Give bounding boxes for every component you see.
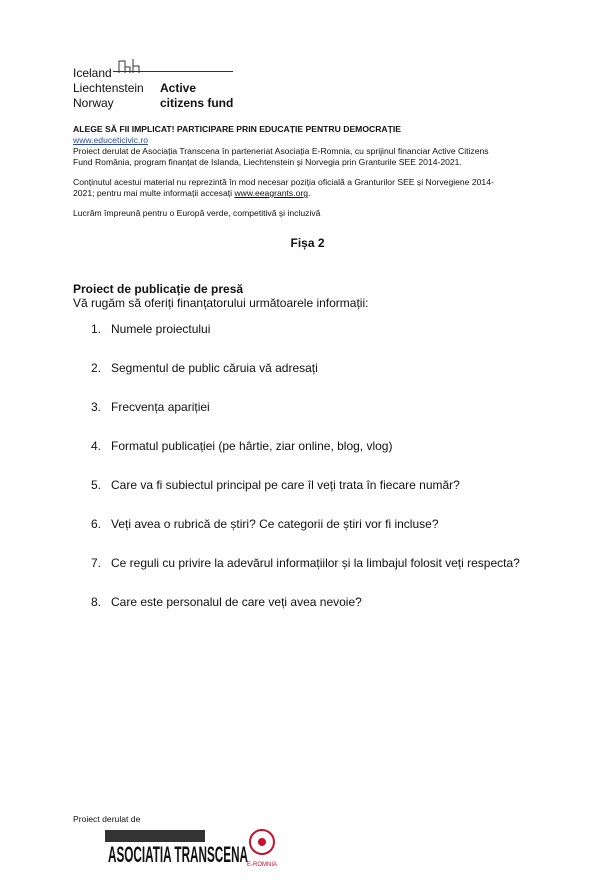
website-link[interactable]: www.educeticivic.ro <box>73 135 148 145</box>
disclaimer-line: Conținutul acestui material nu reprezintă în mod necesar poziția oficială a Granturilor SEE și Norvegiene 2014- <box>73 177 494 187</box>
question-number: 5. <box>91 478 102 492</box>
question-number: 7. <box>91 556 102 570</box>
eeagrants-link[interactable]: www.eeagrants.org <box>234 188 309 198</box>
header-block <box>73 124 543 219</box>
motto: Lucrăm împreună pentru o Europă verde, competitivă și incluzivă <box>73 208 321 218</box>
question-number: 8. <box>91 595 102 609</box>
logo-country: Iceland <box>73 66 112 80</box>
logo-country: Liechtenstein <box>73 81 144 95</box>
disclaimer-prefix: 2021; pentru mai multe informații accesați <box>73 188 235 198</box>
footer-label: Proiect derulat de <box>73 814 141 824</box>
question-list <box>91 322 591 634</box>
question-number: 4. <box>91 439 102 453</box>
logo-fund-line: Active <box>160 81 197 95</box>
question-item <box>91 322 591 361</box>
question-number: 3. <box>91 400 102 414</box>
question-text: Segmentul de public căruia vă adresați <box>111 361 318 375</box>
question-item <box>91 439 591 478</box>
disclaimer-suffix: . <box>308 188 311 198</box>
logo-countries <box>73 66 144 111</box>
disclaimer-line <box>73 188 543 199</box>
question-item <box>91 556 591 595</box>
question-item <box>91 595 591 634</box>
question-item <box>91 400 591 439</box>
question-text: Care este personalul de care veți avea nevoie? <box>111 595 362 609</box>
question-number: 6. <box>91 517 102 531</box>
question-text: Formatul publicației (pe hârtie, ziar online, blog, vlog) <box>111 439 393 453</box>
question-text: Ce reguli cu privire la adevărul informațiilor și la limbajul folosit veți respecta? <box>111 556 520 570</box>
section-intro: Vă rugăm să oferiți finanțatorului următoarele informații: <box>73 296 369 310</box>
sheet-title: Fișa 2 <box>290 236 325 250</box>
project-line: Fund România, program finanțat de Islanda, Liechtenstein și Norvegia prin Granturile SEE 2014-2021. <box>73 157 462 167</box>
logo-fund-name <box>160 81 233 111</box>
badge-text: E-ROMNIA <box>247 862 277 868</box>
header-title: ALEGE SĂ FII IMPLICAT! PARTICIPARE PRIN EDUCAȚIE PENTRU DEMOCRAȚIE <box>73 124 402 134</box>
question-text: Care va fi subiectul principal pe care îl veți trata în fiecare număr? <box>111 478 460 492</box>
section-title: Proiect de publicație de presă <box>73 282 244 296</box>
logo-country: Norway <box>73 96 114 110</box>
question-text: Numele proiectului <box>111 322 211 336</box>
e-romnia-badge-icon <box>247 830 277 868</box>
question-item <box>91 478 591 517</box>
question-number: 1. <box>91 322 102 336</box>
question-item <box>91 517 591 556</box>
question-text: Veți avea o rubrică de știri? Ce categorii de știri vor fi incluse? <box>111 517 439 531</box>
active-citizens-fund-logo <box>73 56 243 112</box>
question-item <box>91 361 591 400</box>
transcena-logo <box>80 822 280 878</box>
question-text: Frecvența apariției <box>111 400 210 414</box>
logo-association-text: ASOCIATIA TRANSCENA <box>108 842 249 867</box>
logo-fund-line: citizens fund <box>160 96 234 110</box>
project-line: Proiect derulat de Asociația Transcena în parteneriat Asociația E-Romnia, cu sprijinul financiar Active Citizens <box>73 146 489 156</box>
question-number: 2. <box>91 361 102 375</box>
